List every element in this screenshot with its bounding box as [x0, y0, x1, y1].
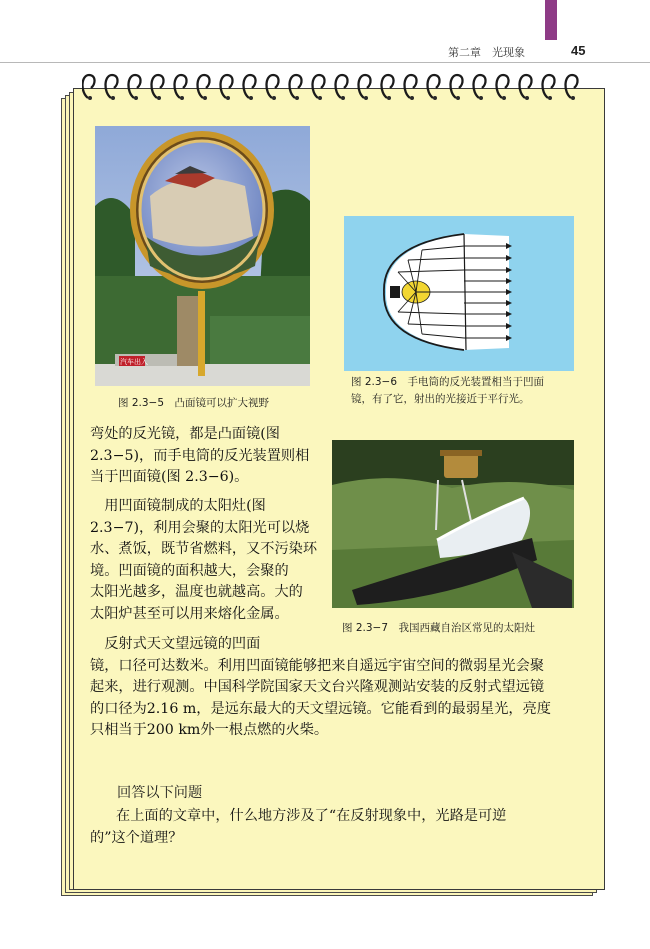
- paragraph-2-line-3: 水、煮饭，既节省燃料，又不污染环: [90, 541, 318, 557]
- question-line-2: 的”这个道理？: [90, 829, 183, 846]
- page-number: 45: [571, 43, 586, 58]
- question-line-1: 在上面的文章中，什么地方涉及了“在反射现象中，光路是可逆: [116, 808, 507, 824]
- figure-2-3-6-caption: [351, 374, 544, 408]
- question-text: [90, 806, 506, 849]
- paragraph-3-line-1: 反射式天文望远镜的凹面: [90, 636, 261, 652]
- flashlight-reflector-diagram: [344, 216, 574, 371]
- figure-2-3-6-caption-line-1: 图 2.3−6 手电筒的反光装置相当于凹面: [351, 376, 545, 388]
- paragraph-2-line-6: 太阳炉甚至可以用来熔化金属。: [90, 605, 289, 622]
- paragraph-2-line-1: 用凹面镜制成的太阳灶(图: [90, 498, 266, 514]
- chapter-title: 第二章 光现象: [448, 46, 525, 59]
- paragraph-3-line-5: 只相当于200 km外一根点燃的火柴。: [90, 722, 329, 738]
- paragraph-3-line-3: 起来，进行观测。中国科学院国家天文台兴隆观测站安装的反射式望远镜: [90, 679, 545, 695]
- paragraph-2-line-2: 2.3−7)，利用会聚的太阳光可以烧: [90, 519, 310, 536]
- chapter-tab: [545, 0, 557, 40]
- paragraph-3-line-2: 镜，口径可达数米。利用凹面镜能够把来自遥远宇宙空间的微弱星光会聚: [90, 657, 545, 674]
- spiral-rings-graphic: [82, 72, 592, 104]
- signboard-text: 汽车出入: [120, 358, 148, 366]
- figure-2-3-6-caption-line-2: 镜，有了它，射出的光接近于平行光。: [351, 393, 530, 405]
- paragraph-1-line-2: 2.3−5)，而手电筒的反光装置则相: [90, 447, 310, 464]
- paragraph-2-line-5: 太阳光越多，温度也就越高。大的: [90, 584, 303, 600]
- paragraph-2: [90, 496, 317, 625]
- paragraph-1-line-1: 弯处的反光镜，都是凸面镜(图: [90, 426, 280, 442]
- paragraph-1: [90, 424, 309, 489]
- paragraph-3-line-4: 的口径为2.16 m，是远东最大的天文望远镜。它能看到的最弱星光，亮度: [90, 700, 551, 717]
- solar-cooker-photo: [332, 440, 574, 608]
- figure-2-3-5-caption: 图 2.3−5 凸面镜可以扩大视野: [118, 397, 270, 409]
- paragraph-2-line-4: 境。凹面镜的面积越大，会聚的: [90, 562, 289, 579]
- spiral-binding: [82, 72, 592, 104]
- question-title: 回答以下问题: [117, 785, 203, 801]
- figure-2-3-7-caption: 图 2.3−7 我国西藏自治区常见的太阳灶: [342, 622, 536, 634]
- paragraph-1-line-3: 当于凹面镜(图 2.3−6)。: [90, 469, 249, 485]
- header-divider: [0, 62, 650, 63]
- convex-mirror-photo: [95, 126, 310, 386]
- paragraph-3: [90, 634, 551, 742]
